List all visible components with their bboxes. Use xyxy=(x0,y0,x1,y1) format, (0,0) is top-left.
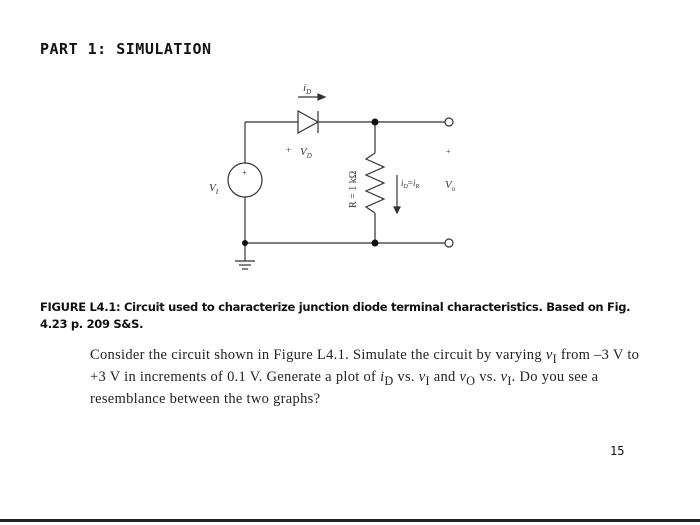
resistor-symbol xyxy=(366,153,384,213)
junction-top xyxy=(372,119,379,126)
label-diode-voltage: $V_D$ xyxy=(300,146,312,160)
junction-ground xyxy=(242,240,248,246)
label-source-plus: + xyxy=(242,168,248,178)
diode-symbol xyxy=(298,111,318,133)
label-resistor-value: R = 1 kΩ xyxy=(348,170,359,208)
page-number: 15 xyxy=(610,444,625,458)
current-arrow-head xyxy=(318,94,325,100)
label-source-voltage: $V_I$ xyxy=(209,182,219,196)
instruction-paragraph: Consider the circuit shown in Figure L4.1. Simulate the circuit by varying $v_I$ from –3 V to +3 V in increments of 0.1 V. Generate a plot of $i_D$ vs. $v_I$ and $v_O$ vs. $v_I$. Do you see a resemblance between the two graphs? xyxy=(90,347,640,407)
output-terminal-bottom xyxy=(445,239,453,247)
label-output-plus: + xyxy=(446,147,451,156)
circuit-diagram xyxy=(190,75,490,280)
label-resistor-current: $i_D=i_R$ xyxy=(401,178,420,190)
label-diode-current: $i_D$ xyxy=(303,82,312,96)
bottom-divider xyxy=(0,519,700,522)
label-diode-plus: + xyxy=(286,145,292,155)
label-output-voltage: $V_o$ xyxy=(445,179,456,193)
figure-caption: FIGURE L4.1: Circuit used to characterize junction diode terminal characteristics. Based on Fig. 4.23 p. 209 S&S. xyxy=(40,300,631,331)
section-heading: PART 1: SIMULATION xyxy=(40,40,212,58)
junction-bottom xyxy=(372,240,379,247)
output-terminal-top xyxy=(445,118,453,126)
resistor-current-arrow-head xyxy=(394,207,400,213)
